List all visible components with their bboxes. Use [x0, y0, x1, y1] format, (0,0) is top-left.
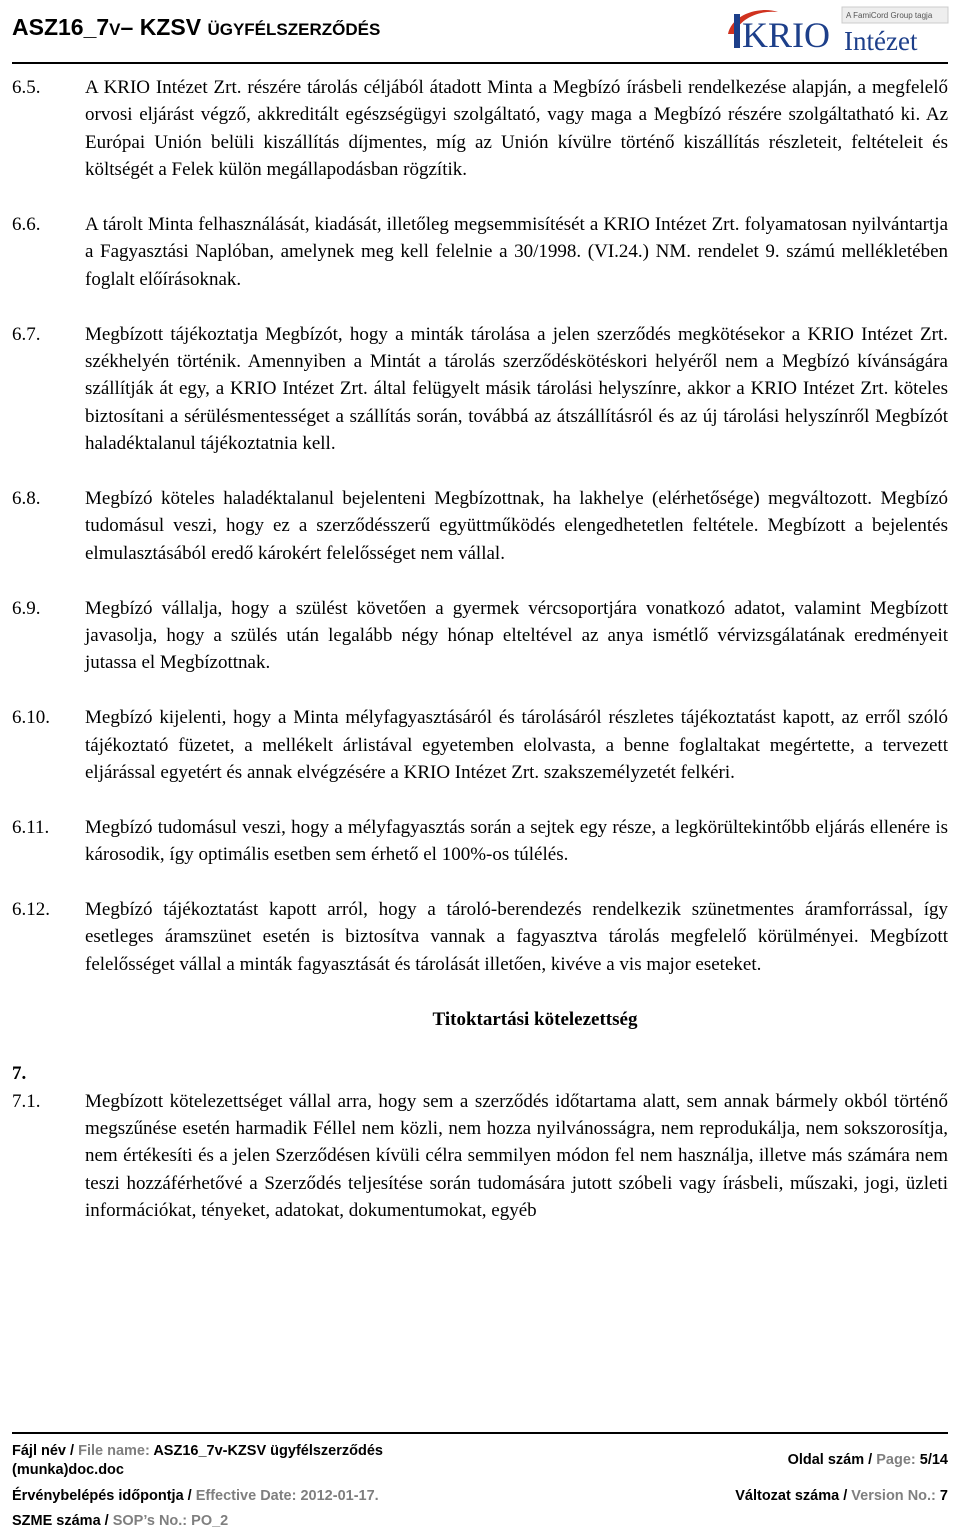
- clause-number: 6.8.: [12, 488, 41, 510]
- sop-label-en: SOP’s No.:: [112, 1513, 188, 1529]
- clause-6-5: [12, 74, 948, 184]
- clause-number: 6.7.: [12, 323, 41, 345]
- logo-sub-text: Intézet: [844, 26, 918, 56]
- page-value: 5/14: [919, 1452, 948, 1468]
- clause-6-7: [12, 321, 948, 458]
- effective-label-hu: Érvénybelépés időpontja /: [12, 1488, 192, 1504]
- footer-effective-date: [12, 1488, 379, 1504]
- filename-value: ASZ16_7v-KZSV ügyfélszerződés (munka)doc.doc: [12, 1443, 383, 1478]
- footer-version: [735, 1488, 948, 1504]
- logo-group-text: A FamiCord Group tagja: [846, 11, 933, 20]
- footer-rule: [12, 1432, 948, 1434]
- footer-filename: [12, 1442, 442, 1480]
- clause-number: 6.12.: [12, 899, 50, 921]
- version-label-hu: Változat száma /: [735, 1488, 848, 1504]
- clause-6-10: [12, 704, 948, 786]
- section-heading: Titoktartási kötelezettség: [432, 1008, 638, 1030]
- clause-6-8: [12, 485, 948, 567]
- version-label-en: Version No.:: [851, 1488, 936, 1504]
- clause-6-12: [12, 896, 948, 978]
- clause-number: 7.1.: [12, 1090, 41, 1112]
- title-version-letter: V: [109, 20, 121, 39]
- clause-6-11: [12, 814, 948, 869]
- header-rule: [12, 62, 948, 64]
- section-number: 7.: [12, 1063, 27, 1085]
- page-header: [0, 0, 960, 66]
- clause-text: Megbízó kijelenti, hogy a Minta mélyfagyasztásáról és tárolásáról részletes tájékoztatást kapott, az erről szóló tájékoztató füzetet, a mellékelt árlistával egyetemben elolvasta, a benne foglaltakat megértette, a tervezett eljárással egyetért és annak elvégzésére a KRIO Intézet Zrt. szakszemélyzetét felkéri.: [85, 707, 948, 784]
- clause-text: A tárolt Minta felhasználását, kiadását, illetőleg megsemmisítését a KRIO Intézet Zrt. folyamatosan nyilvántartja a Fagyasztási Naplóban, amelynek meg kell felelnie a 30/1998. (VI.24.) NM. rendelet 9. számú mellékletében foglalt előírásoknak.: [85, 214, 948, 290]
- sop-value: PO_2: [191, 1513, 229, 1529]
- document-title: [12, 14, 380, 41]
- clause-text: Megbízó köteles haladéktalanul bejelenteni Megbízottnak, ha lakhelye (elérhetősége) megváltozott. Megbízó tudomásul veszi, hogy ez a szerződésszerű együttműködés elengedhetetlen feltétele. Megbízott a bejelentés elmulasztásából eredő károkért felelősséget nem vállal.: [85, 488, 948, 564]
- logo-text: KRIO: [742, 15, 830, 55]
- krio-logo: [726, 4, 950, 60]
- page-label-hu: Oldal szám /: [787, 1452, 873, 1468]
- clause-7-1: [12, 1088, 948, 1225]
- clause-number: 6.9.: [12, 597, 41, 619]
- clause-text: Megbízó tájékoztatást kapott arról, hogy a tároló-berendezés rendelkezik szünetmentes áramforrással, így esetleges áramszünet esetén is biztosítva vannak a fagyasztva tárolás megfelelő körülményei. Megbízott felelősséget vállal a minták fagyasztását és tárolását illetően, kivéve a vis major eseteket.: [85, 899, 948, 975]
- clause-6-9: [12, 595, 948, 677]
- effective-label-en: Effective Date:: [195, 1488, 297, 1504]
- version-value: 7: [939, 1488, 948, 1504]
- footer-sop-number: [12, 1513, 228, 1529]
- sop-label-hu: SZME száma /: [12, 1513, 109, 1529]
- title-rest: – KZSV: [120, 14, 208, 40]
- page-label-en: Page:: [876, 1452, 916, 1468]
- effective-value: 2012-01-17.: [300, 1488, 379, 1504]
- filename-label-hu: Fájl név /: [12, 1443, 75, 1459]
- filename-label-en: File name:: [78, 1443, 150, 1459]
- clause-number: 6.6.: [12, 214, 41, 236]
- clause-text: A KRIO Intézet Zrt. részére tárolás céljából átadott Minta a Megbízó írásbeli rendelkezése alapján, a megfelelő orvosi eljárást végző, akkreditált egészségügyi szolgáltató, vagy maga a Megbízó részére szolgáltatható ki. Az Európai Unión belüli kiszállítás díjmentes, míg az Unión kívülre történő kiszállítás részleteit, feltételeit és költségét a Felek külön megállapodásban rögzítik.: [85, 77, 948, 181]
- clause-6-6: [12, 211, 948, 293]
- clause-text: Megbízott tájékoztatja Megbízót, hogy a minták tárolása a jelen szerződés megkötésekor a KRIO Intézet Zrt. székhelyén történik. Amennyiben a Mintát a tárolás szerződéskötéskori helyéről nem a Megbízó kívánságára szállítják át egy, a KRIO Intézet Zrt. által felügyelt másik tárolási helyszínre, akkor a KRIO Intézet Zrt. köteles biztosítani a sérülésmentességet a szállítás során, továbbá az átszállításról és az új tárolási helyszínről Megbízót haladéktalanul tájékoztatnia kell.: [85, 323, 948, 455]
- clause-text: Megbízó vállalja, hogy a szülést követően a gyermek vércsoportjára vonatkozó adatot, valamint Megbízott javasolja, hogy a szülés után legalább négy hónap elteltével az anya ismétlő vérvizsgálatának eredményeit jutassa el Megbízottnak.: [85, 597, 948, 674]
- clause-number: 6.10.: [12, 707, 50, 729]
- clause-text: Megbízó tudomásul veszi, hogy a mélyfagyasztás során a sejtek egy része, a legkörültekintőbb eljárás ellenére is károsodik, így optimális esetben sem érhető el 100%-os túlélés.: [85, 816, 948, 866]
- clause-number: 6.5.: [12, 77, 41, 98]
- document-body: [12, 74, 948, 1252]
- title-small: ÜGYFÉLSZERZŐDÉS: [207, 20, 381, 39]
- clause-text: Megbízott kötelezettséget vállal arra, hogy sem a szerződés időtartama alatt, sem annak bármely okból történő megszűnése esetén harmadik Féllel nem közli, nem hozza nyilvánosságra, nem reprodukálja, nem sokszorosítja, nem értékesíti és a jelen Szerződésen kívüli célra semmilyen módon fel nem használja, illetve más számára nem teszi hozzáférhetővé a Szerződés teljesítése során tudomására jutott szóbeli vagy írásbeli, műszaki, jogi, üzleti információkat, tényeket, adatokat, dokumentumokat, egyéb: [85, 1090, 948, 1222]
- footer-page-number: [788, 1452, 948, 1468]
- title-main: ASZ16_7: [12, 14, 110, 40]
- clause-number: 6.11.: [12, 816, 50, 838]
